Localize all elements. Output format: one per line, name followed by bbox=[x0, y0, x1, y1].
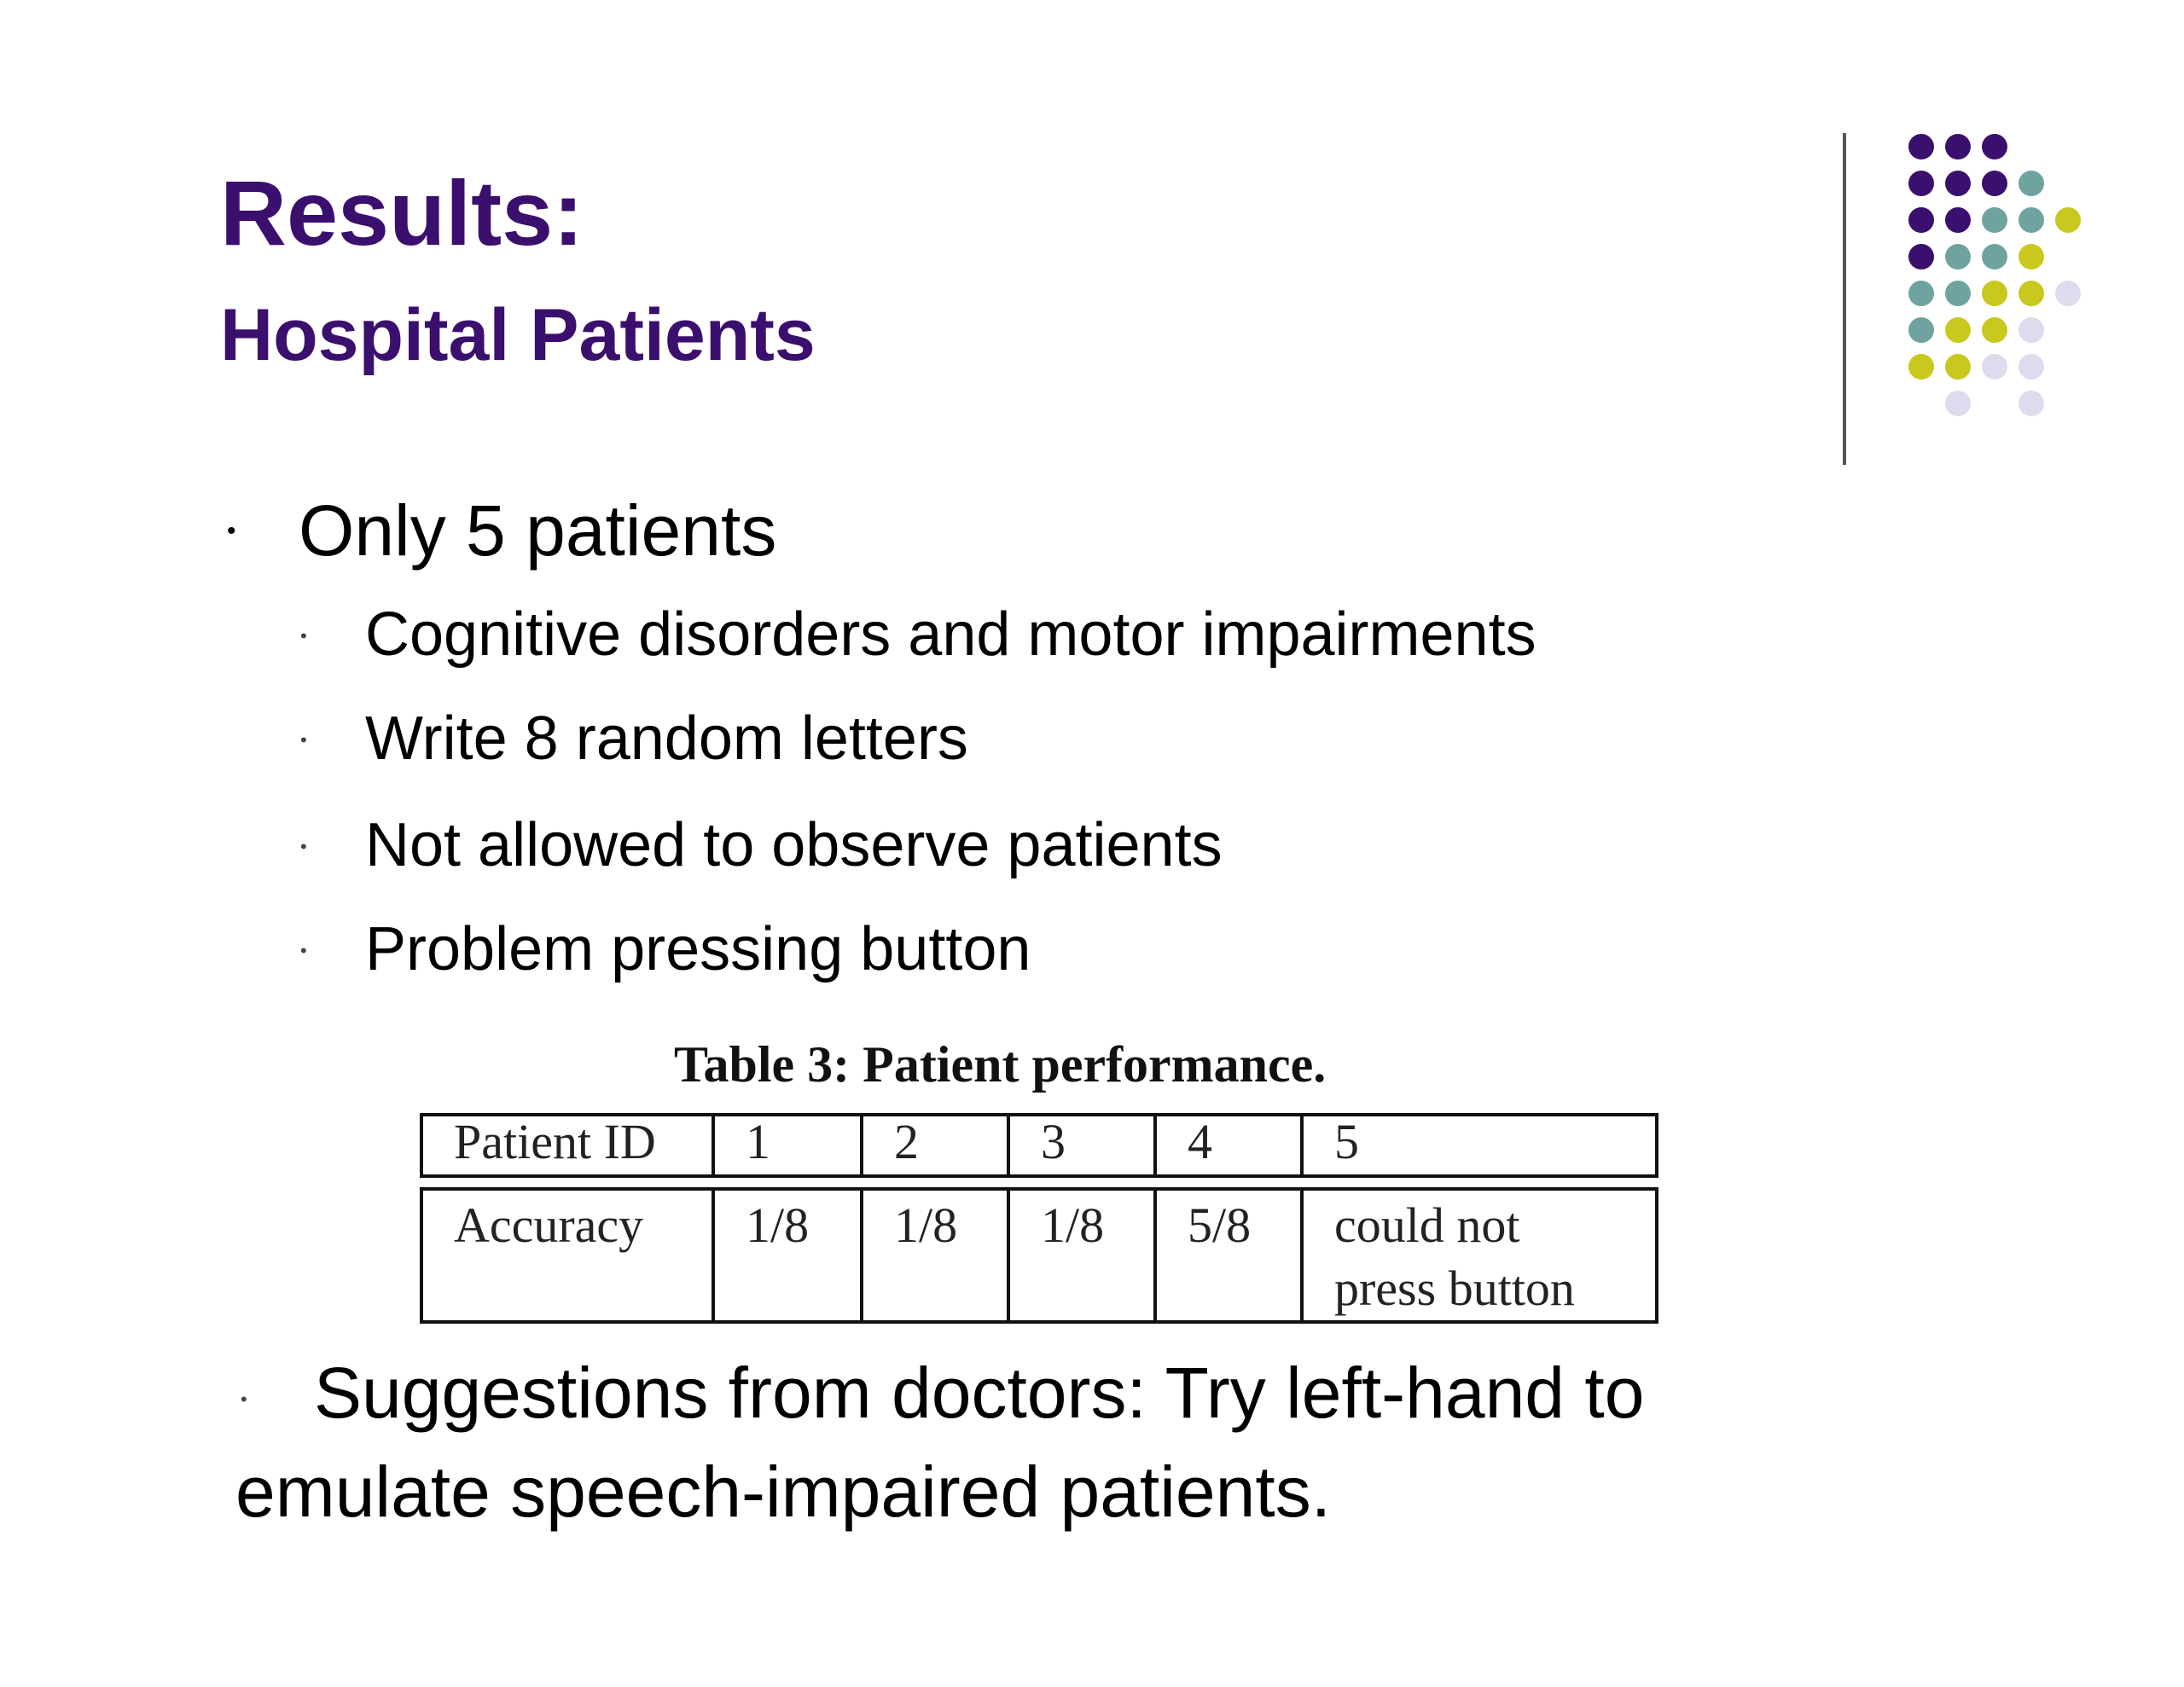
decorative-divider bbox=[1843, 133, 1846, 465]
decorative-dot bbox=[2055, 281, 2081, 306]
decorative-dot bbox=[1982, 134, 2007, 159]
decorative-dot bbox=[1982, 354, 2007, 380]
decorative-dot bbox=[1908, 244, 1934, 270]
slide-title: Results: bbox=[220, 161, 584, 264]
decorative-dot bbox=[1945, 244, 1971, 270]
decorative-dot bbox=[2018, 171, 2044, 196]
accuracy-cell: 5/8 bbox=[1155, 1189, 1302, 1322]
decorative-dot bbox=[2018, 317, 2044, 343]
header-cell: 2 bbox=[862, 1115, 1008, 1176]
decorative-dot bbox=[1908, 317, 1934, 343]
sub-bullet-button-problem: Problem pressing button bbox=[365, 915, 1031, 983]
decorative-dot bbox=[1945, 171, 1971, 196]
decorative-dot bbox=[1945, 134, 1971, 159]
header-cell: 3 bbox=[1008, 1115, 1155, 1176]
table-row bbox=[421, 1189, 1657, 1322]
table-row bbox=[421, 1115, 1657, 1176]
decorative-dot bbox=[2018, 244, 2044, 270]
header-cell: 4 bbox=[1155, 1115, 1302, 1176]
header-cell: 1 bbox=[713, 1115, 862, 1176]
sub-bullet-dot: • bbox=[300, 729, 307, 751]
bullet-dot: • bbox=[241, 1388, 247, 1410]
accuracy-cell-note bbox=[1302, 1189, 1657, 1322]
accuracy-cell: 1/8 bbox=[713, 1189, 862, 1322]
decorative-dot bbox=[1982, 317, 2007, 343]
closing-line-2: emulate speech-impaired patients. bbox=[235, 1452, 1332, 1532]
decorative-dot bbox=[1982, 207, 2007, 233]
decorative-dot bbox=[2055, 207, 2081, 233]
slide-subtitle: Hospital Patients bbox=[220, 294, 816, 376]
decorative-dot bbox=[2018, 391, 2044, 416]
bullet-only-5-patients: Only 5 patients bbox=[299, 490, 777, 571]
decorative-dot bbox=[2018, 354, 2044, 380]
decorative-dot bbox=[1945, 317, 1971, 343]
decorative-dot bbox=[1982, 281, 2007, 306]
decorative-dot bbox=[1908, 281, 1934, 306]
decorative-dot bbox=[2018, 207, 2044, 233]
header-cell: Patient ID bbox=[421, 1115, 713, 1176]
decorative-dot bbox=[1908, 207, 1934, 233]
patient-table-body bbox=[420, 1187, 1658, 1324]
decorative-dot bbox=[1982, 171, 2007, 196]
decorative-dot bbox=[1982, 244, 2007, 270]
bullet-dot: • bbox=[227, 517, 236, 545]
decorative-dot bbox=[1908, 134, 1934, 159]
sub-bullet-dot: • bbox=[300, 625, 307, 646]
sub-bullet-dot: • bbox=[300, 940, 307, 961]
note-line: could not bbox=[1334, 1197, 1520, 1253]
decorative-dot bbox=[1945, 354, 1971, 380]
sub-bullet-cognitive: Cognitive disorders and motor impairments bbox=[365, 600, 1536, 669]
header-cell: 5 bbox=[1302, 1115, 1657, 1176]
decorative-dot bbox=[1908, 171, 1934, 196]
note-line: press button bbox=[1334, 1261, 1575, 1316]
accuracy-cell: 1/8 bbox=[1008, 1189, 1155, 1322]
sub-bullet-not-allowed: Not allowed to observe patients bbox=[365, 811, 1223, 879]
sub-bullet-dot: • bbox=[300, 836, 307, 857]
decorative-dot bbox=[1945, 391, 1971, 416]
decorative-dot bbox=[1945, 281, 1971, 306]
sub-bullet-write-letters: Write 8 random letters bbox=[365, 704, 968, 773]
closing-line-1: Suggestions from doctors: Try left-hand to bbox=[314, 1353, 1645, 1433]
decorative-dot bbox=[1945, 207, 1971, 233]
decorative-dot bbox=[1908, 354, 1934, 380]
decorative-dot bbox=[2018, 281, 2044, 306]
accuracy-cell: 1/8 bbox=[862, 1189, 1008, 1322]
patient-table-header bbox=[420, 1113, 1658, 1178]
closing-bullet bbox=[235, 1343, 1856, 1541]
table-caption: Table 3: Patient performance. bbox=[674, 1036, 1327, 1093]
row-label-cell: Accuracy bbox=[421, 1189, 713, 1322]
